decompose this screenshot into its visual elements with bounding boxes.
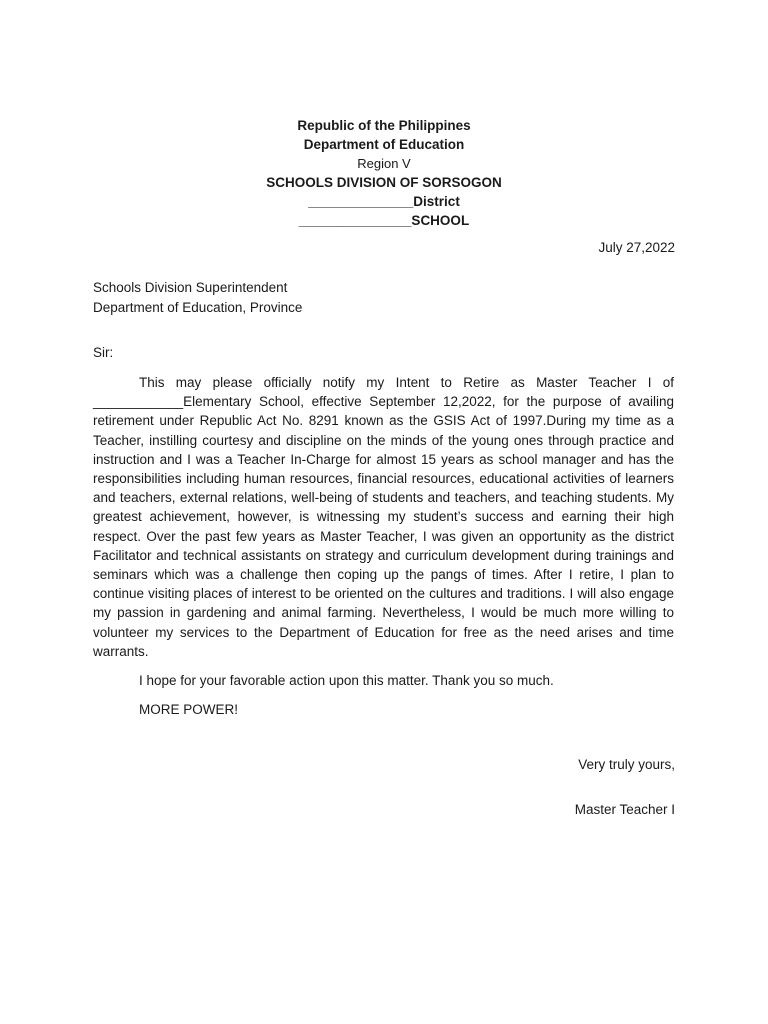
letterhead-school: _______________SCHOOL xyxy=(298,213,470,228)
letter-date: July 27,2022 xyxy=(598,240,675,255)
recipient-block xyxy=(93,278,302,317)
recipient-office: Department of Education, Province xyxy=(93,299,303,315)
recipient-title: Schools Division Superintendent xyxy=(93,280,288,295)
closing-more-power: MORE POWER! xyxy=(139,702,239,717)
valediction: Very truly yours, xyxy=(578,757,675,772)
letterhead-division: SCHOOLS DIVISION OF SORSOGON xyxy=(266,175,502,190)
signatory-title: Master Teacher I xyxy=(574,802,675,817)
letterhead-department: Department of Education xyxy=(303,137,465,152)
letterhead-republic: Republic of the Philippines xyxy=(297,118,471,133)
salutation: Sir: xyxy=(93,345,114,360)
letterhead xyxy=(0,116,768,230)
letterhead-district: ______________District xyxy=(308,194,460,209)
closing-request: I hope for your favorable action upon this matter. Thank you so much. xyxy=(139,673,554,688)
body-paragraph: This may please officially notify my Intent to Retire as Master Teacher I of ____________Elementary School, effective September 12,2022, for the purpose of availing retirement under Republic Act No. 8291 known as the GSIS Act of 1997.During my time as a Teacher, instilling courtesy and discipline on the minds of the young ones through practice and instruction and I was a Teacher In-Charge for almost 15 years as school manager and has the responsibilities including human resources, financial resources, educational activities of learners and teachers, external relations, well-being of students and teachers, and teaching students. My greatest achievement, however, is witnessing my student’s success and earning their high respect. Over the past few years as Master Teacher, I was given an opportunity as the district Facilitator and technical assistants on strategy and curriculum development during trainings and seminars which was a challenge then coping up the pangs of times. After I retire, I plan to continue visiting places of interest to be oriented on the cultures and traditions. I will also engage my passion in gardening and animal farming. Nevertheless, I would be much more willing to volunteer my services to the Department of Education for free as the need arises and time warrants. xyxy=(93,375,674,659)
letterhead-region: Region V xyxy=(357,156,411,171)
